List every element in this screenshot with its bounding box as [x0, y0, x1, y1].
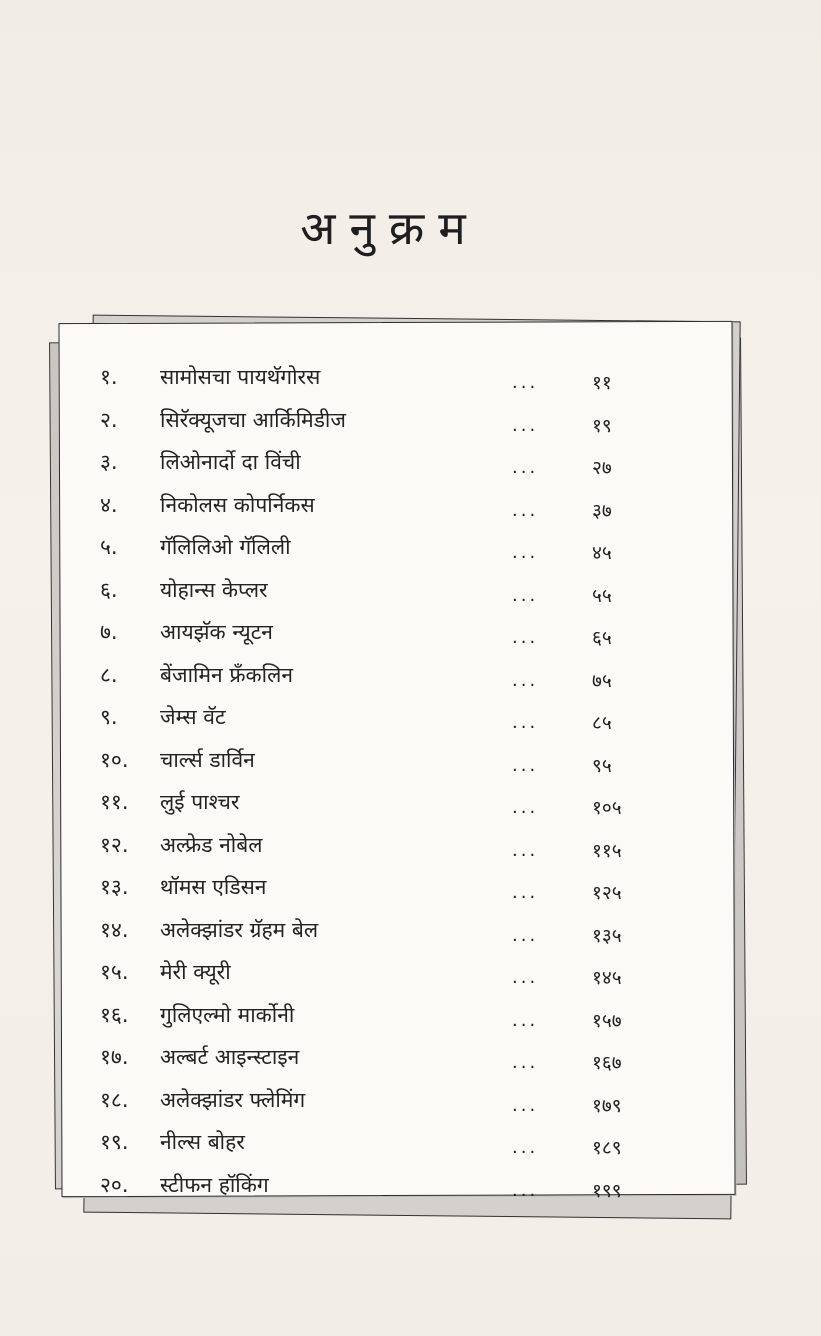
entry-leader: ...	[512, 1052, 539, 1073]
entry-number: ११.	[100, 790, 129, 814]
entry-number: १८.	[100, 1087, 129, 1112]
entry-page-number: ९५	[592, 754, 612, 777]
entry-leader: ...	[512, 372, 539, 393]
entry-page-number: १७९	[592, 1094, 622, 1117]
entry-title: सिरॅक्यूजचा आर्किमिडीज	[160, 407, 346, 432]
toc-entry	[100, 696, 680, 739]
entry-number: ८.	[100, 662, 118, 687]
entry-leader: ...	[512, 712, 539, 733]
entry-page-number: १६७	[592, 1052, 622, 1074]
toc-entry	[100, 1079, 680, 1122]
toc-entry	[100, 441, 680, 484]
toc-entry	[100, 1164, 680, 1207]
toc-entry	[100, 484, 680, 527]
entry-page-number: १५७	[592, 1009, 622, 1032]
entry-number: १४.	[100, 917, 129, 942]
entry-title: थॉमस एडिसन	[160, 875, 267, 899]
entry-page-number: १९९	[592, 1179, 622, 1202]
entry-number: १३.	[100, 875, 129, 899]
entry-leader: ...	[512, 499, 539, 521]
entry-number: ६.	[100, 577, 118, 602]
entry-leader: ...	[512, 1179, 539, 1201]
entry-page-number: १९	[592, 414, 612, 437]
entry-title: अल्फ्रेड नोबेल	[160, 832, 263, 857]
entry-number: २.	[100, 407, 118, 432]
entry-number: १६.	[100, 1002, 129, 1027]
toc-entry	[100, 569, 680, 612]
entry-leader: ...	[512, 414, 539, 436]
entry-page-number: ११	[592, 372, 612, 394]
entry-title: स्टीफन हॉकिंग	[160, 1172, 269, 1197]
entry-page-number: ११५	[592, 839, 622, 862]
entry-title: चार्ल्स डार्विन	[160, 747, 255, 772]
entry-leader: ...	[512, 839, 539, 861]
toc-entry	[100, 781, 680, 824]
entry-page-number: १३५	[592, 924, 622, 947]
toc-entry	[100, 994, 680, 1037]
entry-page-number: ५५	[592, 584, 612, 607]
entry-number: २०.	[100, 1172, 129, 1197]
entry-page-number: २७	[592, 457, 612, 479]
entry-number: ७.	[100, 620, 118, 644]
entry-page-number: ३७	[592, 499, 612, 522]
toc-entry	[100, 399, 680, 442]
entry-number: ४.	[100, 492, 118, 517]
entry-number: १२.	[100, 832, 129, 857]
entry-title: मेरी क्यूरी	[160, 960, 231, 984]
entry-title: जेम्स वॅट	[160, 705, 226, 729]
entry-number: ३.	[100, 450, 118, 474]
entry-leader: ...	[512, 584, 539, 606]
entry-leader: ...	[512, 1009, 539, 1031]
entry-leader: ...	[512, 457, 539, 478]
entry-title: गुलिएल्मो मार्कोनी	[160, 1002, 295, 1027]
entry-page-number: ८५	[592, 712, 612, 734]
page-title: अनुक्रम	[300, 201, 480, 255]
table-of-contents	[100, 356, 680, 1206]
entry-title: निकोलस कोपर्निकस	[160, 492, 315, 517]
toc-entry	[100, 739, 680, 782]
entry-page-number: १४५	[592, 967, 622, 989]
entry-title: अलेक्झांडर फ्लेमिंग	[160, 1087, 306, 1112]
entry-leader: ...	[512, 967, 539, 988]
entry-leader: ...	[512, 1137, 539, 1158]
entry-number: ५.	[100, 535, 118, 559]
entry-title: लिओनार्दो दा विंची	[160, 450, 301, 474]
entry-title: आयझॅक न्यूटन	[160, 620, 273, 644]
entry-leader: ...	[512, 669, 539, 691]
entry-leader: ...	[512, 627, 539, 648]
entry-title: नील्स बोहर	[160, 1130, 245, 1154]
toc-entry	[100, 356, 680, 399]
entry-page-number: ७५	[592, 669, 612, 692]
entry-title: अलेक्झांडर ग्रॅहम बेल	[160, 917, 319, 942]
entry-number: १०.	[100, 747, 129, 772]
toc-entry	[100, 526, 680, 569]
entry-leader: ...	[512, 924, 539, 946]
toc-entry	[100, 611, 680, 654]
entry-leader: ...	[512, 754, 539, 776]
entry-leader: ...	[512, 797, 539, 818]
entry-page-number: १०५	[592, 797, 622, 819]
entry-number: १९.	[100, 1130, 129, 1154]
entry-title: अल्बर्ट आइन्स्टाइन	[160, 1045, 300, 1069]
entry-page-number: १२५	[592, 882, 622, 904]
entry-leader: ...	[512, 882, 539, 903]
toc-entry	[100, 951, 680, 994]
entry-page-number: ४५	[592, 542, 612, 564]
entry-page-number: ६५	[592, 627, 612, 649]
toc-entry	[100, 866, 680, 909]
entry-title: योहान्स केप्लर	[160, 577, 268, 602]
entry-title: सामोसचा पायथॅगोरस	[160, 365, 321, 389]
toc-entry	[100, 824, 680, 867]
toc-entry	[100, 1121, 680, 1164]
toc-entry	[100, 1036, 680, 1079]
toc-entry	[100, 909, 680, 952]
toc-entry	[100, 654, 680, 697]
entry-title: बेंजामिन फ्रँकलिन	[160, 662, 293, 687]
entry-number: ९.	[100, 705, 118, 729]
entry-number: १७.	[100, 1045, 129, 1069]
entry-title: लुई पाश्चर	[160, 790, 240, 814]
entry-page-number: १८९	[592, 1137, 622, 1159]
entry-leader: ...	[512, 1094, 539, 1116]
entry-leader: ...	[512, 542, 539, 563]
entry-title: गॅलिलिओ गॅलिली	[160, 535, 291, 559]
entry-number: १५.	[100, 960, 129, 984]
entry-number: १.	[100, 365, 118, 389]
